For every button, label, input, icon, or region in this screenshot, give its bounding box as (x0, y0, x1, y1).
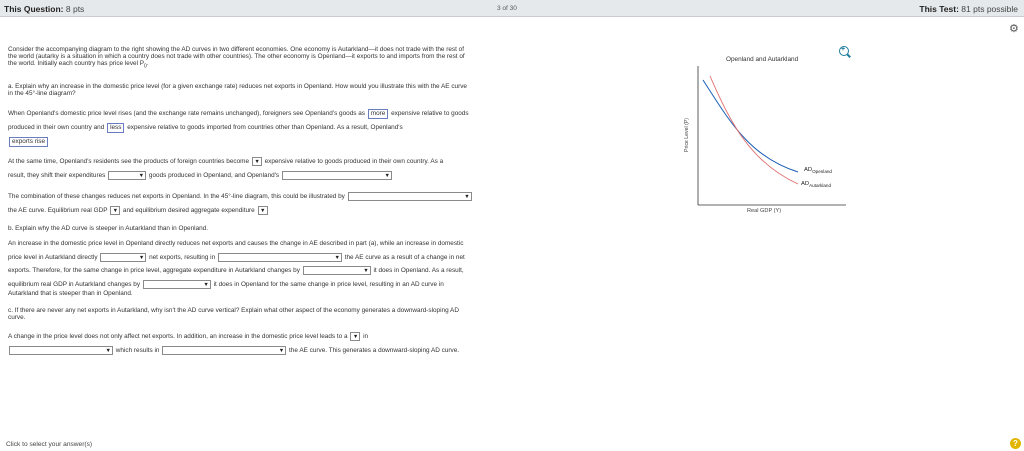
dropdown-equilibrium-gdp[interactable] (110, 206, 120, 215)
dropdown-ae-comparison[interactable] (303, 266, 371, 275)
answer-dropdown-more[interactable]: more (368, 109, 389, 119)
dropdown-gdp-comparison[interactable] (143, 280, 211, 289)
part-b-question: b. Explain why the AD curve is steeper in Autarkland than in Openland. (8, 225, 209, 232)
answer-a-line-6: The combination of these changes reduces net exports in Openland. In the 45°-line diagram, this could be illustrated by ▼ (8, 192, 473, 201)
test-points: This Test: 81 pts possible (919, 4, 1018, 14)
answer-a-line-2: produced in their own country and less expensive relative to goods imported from countries other than Openland. As a result, Openland's (8, 124, 403, 131)
ad-openland-label: $AD_{Openland}$ (804, 167, 832, 175)
answer-b-line-1: An increase in the domestic price level in Openland directly reduces net exports and causes the change in AE described in part (a), while an increase in domestic (8, 240, 464, 247)
status-text: Click to select your answer(s) (6, 441, 93, 448)
answer-c-line-2: ▼ which results in ▼ the AE curve. This generates a downward-sloping AD curve. (8, 346, 459, 355)
ad-graph (690, 62, 850, 212)
answer-a-line-4: At the same time, Openland's residents see the products of foreign countries become ▼ expensive relative to goods produced in their own country. As a (8, 157, 443, 166)
dropdown-ae-illustration[interactable] (348, 192, 472, 201)
dropdown-ae-change[interactable] (218, 253, 342, 262)
gear-icon[interactable]: ⚙ (1009, 23, 1019, 35)
dropdown-shift-expenditures[interactable] (108, 171, 146, 180)
y-axis-label: Price Level (P) (684, 117, 690, 152)
part-a-line-2: in the 45°-line diagram? (8, 90, 76, 97)
dropdown-autarkland-net-exports[interactable] (100, 253, 146, 262)
dropdown-openland-result[interactable] (282, 171, 392, 180)
answer-b-line-3: exports. Therefore, for the same change in price level, aggregate expenditure in Autarkland changes by ▼ it does in Openland. As a result, (8, 266, 464, 275)
intro-line-2: the world (autarky is a situation in which a country does not trade with other countries). The other economy is Openland—it exports to and imports from the rest of (8, 53, 465, 60)
page-indicator: 3 of 30 (497, 5, 517, 12)
ad-openland-curve (703, 80, 798, 172)
dropdown-price-level-effect[interactable] (350, 332, 360, 341)
part-c-line-2: curve. (8, 314, 26, 321)
part-c-line-1: c. If there are never any net exports in Autarkland, why isn't the AD curve vertical? Explain what other aspect of the economy generates a downward-sloping AD (8, 307, 459, 314)
ad-autarkland-label: $AD_{Autarkland}$ (801, 181, 832, 189)
answer-b-line-4: equilibrium real GDP in Autarkland changes by ▼ it does in Openland for the same change in price level, resulting in an AD curve in (8, 280, 444, 289)
zoom-icon[interactable]: + (839, 46, 849, 56)
dropdown-ae-result[interactable] (162, 346, 286, 355)
answer-a-line-5: result, they shift their expenditures ▼ goods produced in Openland, and Openland's ▼ (8, 171, 393, 180)
answer-b-line-2: price level in Autarkland directly ▼ net exports, resulting in ▼ the AE curve as a result of a change in net (8, 253, 465, 262)
intro-line-1: Consider the accompanying diagram to the right showing the AD curves in two different economies. One economy is Autarkland—it does not trade with the rest of (8, 46, 464, 53)
answer-b-line-5: Autarkland that is steeper than in Openland. (8, 290, 133, 297)
help-icon[interactable]: ? (1010, 438, 1021, 449)
graph-title: Openland and Autarkland (726, 56, 799, 63)
dropdown-affected-variable[interactable] (9, 346, 113, 355)
top-bar (0, 0, 1024, 17)
answer-a-line-1: When Openland's domestic price level rises (and the exchange rate remains unchanged), foreigners see Openland's goods as more expensive relative to goods (8, 110, 469, 117)
intro-line-3: the world. Initially each country has price level $P_0$. (8, 60, 149, 70)
answer-dropdown-less[interactable]: less (107, 123, 124, 133)
question-points: This Question: 8 pts (4, 4, 85, 14)
answer-a-line-3 (8, 137, 49, 147)
x-axis-label: Real GDP (Y) (747, 208, 782, 214)
answer-a-line-7: the AE curve. Equilibrium real GDP ▼ and equilibrium desired aggregate expenditure ▼ (8, 206, 269, 215)
answer-c-line-1: A change in the price level does not only affect net exports. In addition, an increase in the domestic price level leads to a ▼ in (8, 332, 368, 341)
dropdown-equilibrium-ae[interactable] (258, 206, 268, 215)
answer-dropdown-exports-rise[interactable]: exports rise (9, 137, 48, 147)
part-a-line-1: a. Explain why an increase in the domestic price level (for a given exchange rate) reduces net exports in Openland. How would you illustrate this with the AE curve (8, 83, 467, 90)
dropdown-foreign-price[interactable] (252, 157, 262, 166)
ad-autarkland-curve (710, 76, 798, 184)
